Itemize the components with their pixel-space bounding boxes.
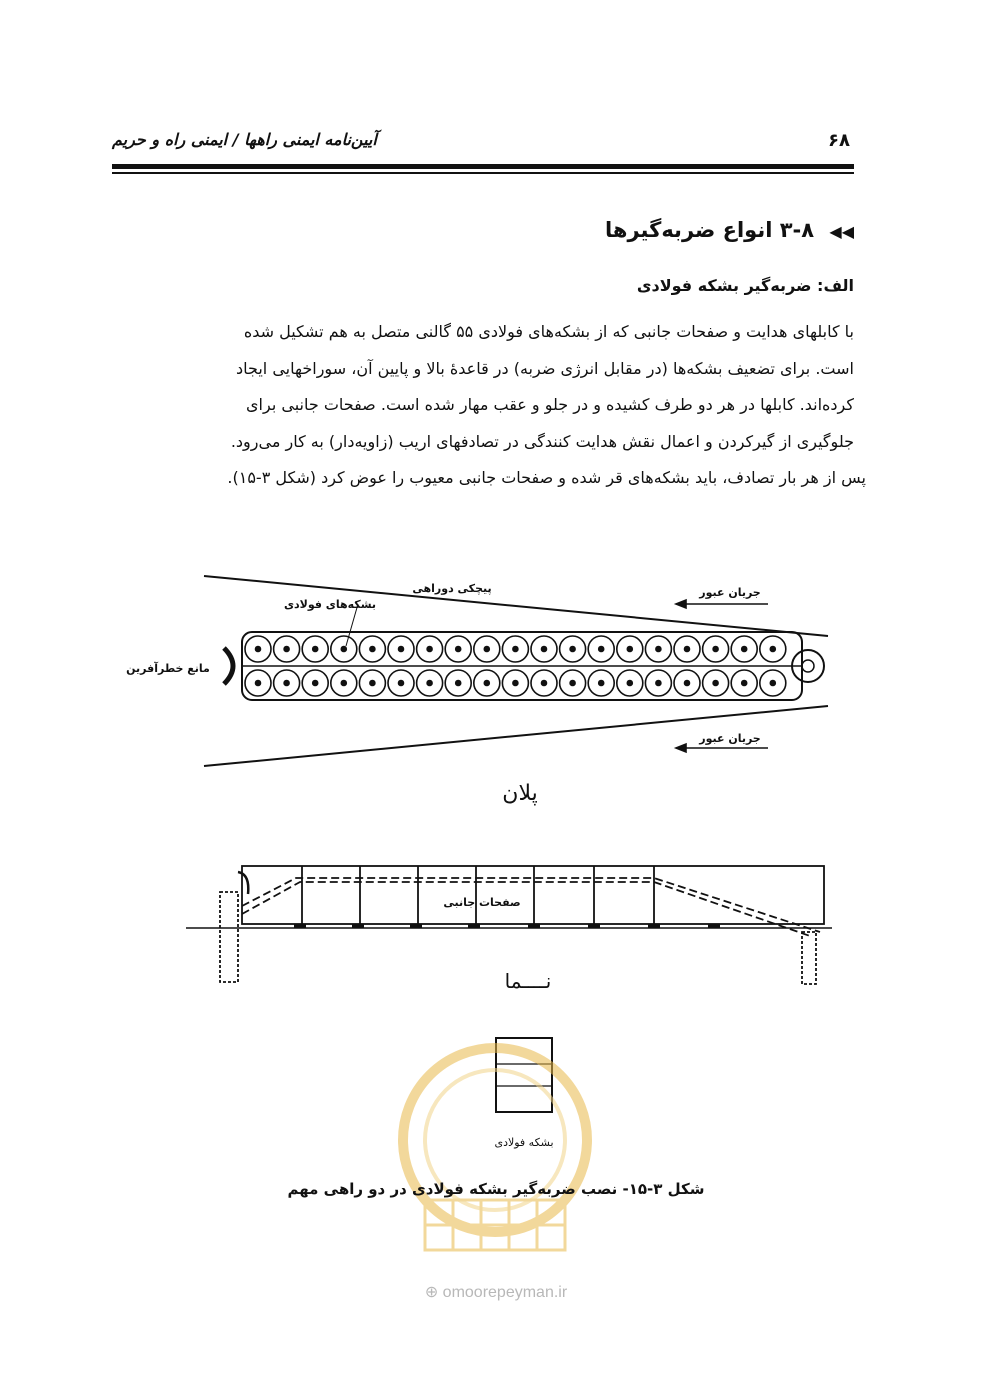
barrel-center [427,647,432,652]
elevation-title: نــــما [504,969,552,993]
paragraph-line: کرده‌اند. کابلها در هر دو طرف کشیده و در جلو و عقب مهار شده است. صفحات جانبی برای [246,395,854,414]
barrel-center [456,681,461,686]
barrel-center [456,647,461,652]
label-barrels: بشکه‌های فولادی [283,598,377,611]
paragraph-line: با کابلهای هدایت و صفحات جانبی که از بشکه‌های فولادی ۵۵ گالنی متصل به هم تشکیل شده [243,322,854,341]
barrel-center [713,681,718,686]
barrel-center [770,647,775,652]
label-fork: پیچکی دوراهی [412,582,492,595]
subsection-heading: الف: ضربه‌گیر بشکه فولادی [636,276,854,295]
barrel-center [542,647,547,652]
barrel-center [599,681,604,686]
body-paragraph [142,314,866,497]
barrel-center [713,647,718,652]
barrel-center [599,647,604,652]
double-arrow-icon: ◀◀ [829,222,854,241]
barrel-center [627,681,632,686]
barrel-center [685,681,690,686]
barrel-center [370,647,375,652]
barrel-center [627,647,632,652]
barrel-center [256,647,261,652]
header-rule-thin [112,172,854,174]
barrel-center [256,681,261,686]
page-number: ۶۸ [828,130,850,151]
front-anchor [802,932,816,984]
barrel-center [656,647,661,652]
barrel-center [685,647,690,652]
rear-anchor [220,892,238,982]
label-barrel: بشکه فولادی [494,1136,554,1149]
paragraph-line: است. برای تضعیف بشکه‌ها (در مقابل انرژی ضربه) در قاعدهٔ بالا و پایین آن، سوراخهایی ایجاد [236,358,854,378]
barrel-center [341,647,346,652]
barrel-center [742,681,747,686]
label-flow-top: جریان عبور [699,586,761,599]
watermark-url: ⊕ omoorepeyman.ir [424,1284,568,1301]
elevation-drawing [186,866,832,984]
barrel-center [399,647,404,652]
barrel-center [570,681,575,686]
section-heading [605,218,854,242]
barrel-center [770,681,775,686]
barrel-center [313,647,318,652]
label-warning: مانع خطرآفرین [126,662,210,675]
plan-title: پلان [502,781,538,806]
paragraph-line: پس از هر بار تصادف، باید بشکه‌های قر شده و صفحات جانبی معیوب را عوض کرد (شکل ۳-۱۵). [227,468,866,487]
barrel-center [341,681,346,686]
figure-caption: شکل ۳-۱۵- نصب ضربه‌گیر بشکه فولادی در دو راهی مهم [287,1180,705,1198]
barrel-center [284,647,289,652]
side-panel-box [242,866,824,924]
watermark-logo [385,1030,605,1260]
page-header [112,128,854,158]
barrel-center [399,681,404,686]
header-rule-thick [112,164,854,169]
barrel-center [513,647,518,652]
paragraph-line: جلوگیری از گیرکردن و اعمال نقش هدایت کنندگی در تصادفهای اریب (زاویه‌دار) به کار می‌رود. [230,431,854,451]
label-flow-bottom: جریان عبور [699,732,761,745]
barrel-center [513,681,518,686]
barrel-center [484,647,489,652]
hazard-obstacle [224,648,233,684]
barrel-center [427,681,432,686]
barrel-center [570,647,575,652]
barrel-center [656,681,661,686]
label-side-panels: صفحات جانبی [443,896,521,909]
barrel-center [542,681,547,686]
section-heading-text: ۳-۸ انواع ضربه‌گیرها [605,218,815,242]
watermark-globe-icon: ⊕ [424,1284,439,1301]
running-title: آیین‌نامه ایمنی راهها / ایمنی راه و حریم [112,130,377,149]
barrel-center [370,681,375,686]
barrel-center [284,681,289,686]
barrel-center [484,681,489,686]
barrel-center [313,681,318,686]
barrel-center [742,647,747,652]
